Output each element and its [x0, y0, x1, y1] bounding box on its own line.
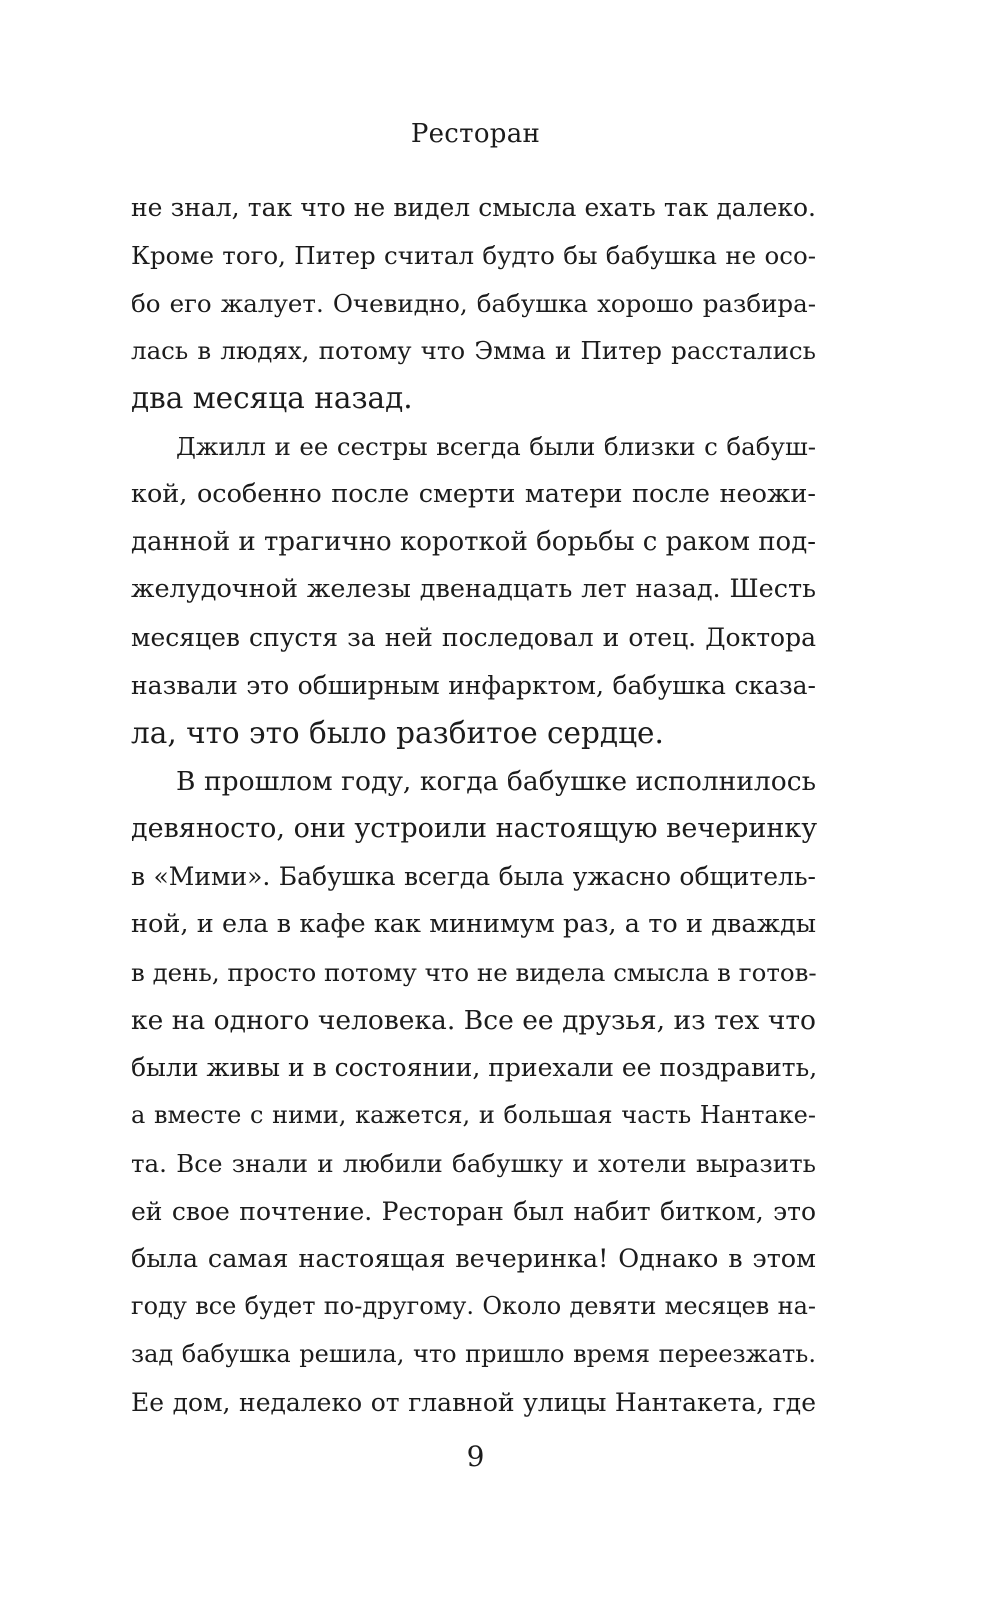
text-line: лась в людях, потому что Эмма и Питер расстались — [131, 336, 816, 366]
text-line: Джилл и ее сестры всегда были близки с бабуш- — [176, 431, 816, 461]
text-line: ной, и ела в кафе как минимум раз, а то и дважды — [131, 908, 816, 939]
text-line: а вместе с ними, кажется, и большая часть Нантаке- — [131, 1101, 816, 1130]
text-line: году все будет по-другому. Около девяти месяцев на- — [131, 1292, 816, 1321]
text-line: ке на одного человека. Все ее друзья, из тех что — [131, 1004, 816, 1036]
text-line: два месяца назад. — [131, 381, 413, 416]
text-line: девяносто, они устроили настоящую вечеринку — [131, 813, 818, 845]
paragraph-2 — [131, 423, 816, 758]
text-line: данной и трагично короткой борьбы с раком под- — [131, 526, 816, 557]
text-line: не знал, так что не видел смысла ехать так далеко. — [131, 193, 816, 222]
text-line: Кроме того, Питер считал будто бы бабушка не осо- — [131, 240, 816, 270]
text-line: желудочной железы двенадцать лет назад. Шесть — [131, 574, 816, 605]
text-line: в «Мими». Бабушка всегда была ужасно общитель- — [131, 862, 816, 892]
text-line: ла, что это было разбитое сердце. — [131, 715, 664, 750]
text-line: Ее дом, недалеко от главной улицы Нантакета, где — [131, 1387, 816, 1417]
text-line: назвали это обширным инфарктом, бабушка сказа- — [131, 670, 816, 700]
text-line: кой, особенно после смерти матери после неожи- — [131, 478, 816, 509]
text-line: были живы и в состоянии, приехали ее поздравить, — [131, 1053, 818, 1083]
text-line: была самая настоящая вечеринка! Однако в этом — [131, 1243, 816, 1274]
text-line: та. Все знали и любили бабушку и хотели выразить — [131, 1148, 816, 1178]
text-line: в день, просто потому что не видела смысла в готов- — [131, 957, 817, 987]
text-line: бо его жалует. Очевидно, бабушка хорошо разбира- — [131, 288, 816, 318]
paragraph-1 — [131, 184, 816, 423]
paragraph-3 — [131, 758, 816, 1427]
text-line: зад бабушка решила, что пришло время переезжать. — [131, 1340, 816, 1369]
text-line: ей свое почтение. Ресторан был набит битком, это — [131, 1196, 816, 1226]
running-head: Ресторан — [410, 119, 541, 149]
text-line: месяцев спустя за ней последовал и отец. Доктора — [131, 623, 816, 653]
body-text — [131, 184, 816, 1427]
text-line: В прошлом году, когда бабушке исполнилось — [176, 765, 816, 797]
page-number: 9 — [466, 1440, 485, 1473]
